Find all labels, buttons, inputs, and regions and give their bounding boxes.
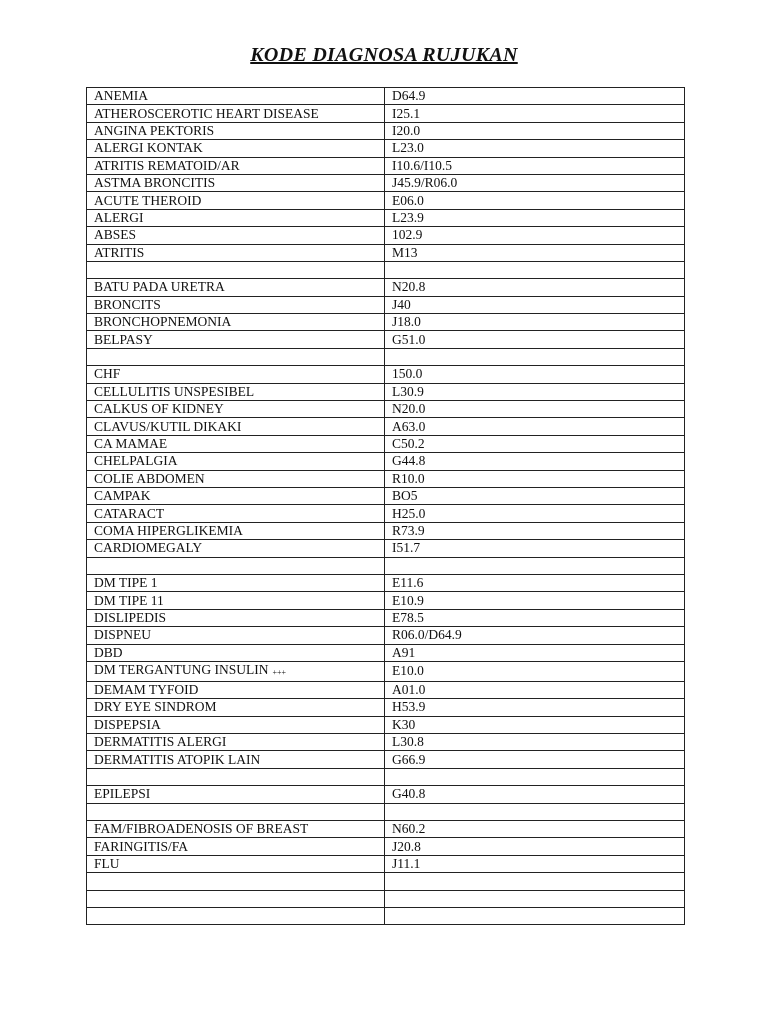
diagnosis-name-cell — [87, 470, 385, 487]
diagnosis-code: N20.0 — [392, 401, 426, 417]
diagnosis-code-cell — [385, 227, 685, 244]
diagnosis-name: COLIE ABDOMEN — [94, 470, 205, 486]
diagnosis-name-cell — [87, 821, 385, 838]
diagnosis-name: ASTMA BRONCITIS — [94, 175, 216, 191]
diagnosis-code: L23.0 — [392, 140, 424, 156]
diagnosis-name-cell — [87, 244, 385, 261]
table-row — [87, 838, 685, 855]
diagnosis-name-cell — [87, 487, 385, 504]
diagnosis-name: DERMATITIS ALERGI — [94, 734, 227, 750]
table-row — [87, 244, 685, 261]
diagnosis-code: J40 — [392, 296, 411, 312]
diagnosis-name-cell — [87, 366, 385, 383]
table-row — [87, 522, 685, 539]
diagnosis-name: CA MAMAE — [94, 436, 168, 451]
diagnosis-name-cell — [87, 838, 385, 855]
table-row — [87, 644, 685, 661]
diagnosis-name: CAMPAK — [94, 488, 151, 504]
diagnosis-name: CARDIOMEGALY — [94, 540, 203, 556]
table-row — [87, 681, 685, 698]
table-row — [87, 105, 685, 122]
diagnosis-code: 102.9 — [392, 227, 423, 243]
diagnosis-code: C50.2 — [392, 436, 425, 451]
diagnosis-code-cell — [385, 418, 685, 435]
diagnosis-code-table — [86, 87, 685, 925]
table-row — [87, 209, 685, 226]
diagnosis-code-cell — [385, 557, 685, 574]
diagnosis-code-cell — [385, 734, 685, 751]
diagnosis-name: EPILEPSI — [94, 786, 151, 802]
diagnosis-name-cell — [87, 140, 385, 157]
diagnosis-code-cell — [385, 592, 685, 609]
table-row — [87, 627, 685, 644]
table-row — [87, 540, 685, 557]
table-row — [87, 734, 685, 751]
table-row — [87, 122, 685, 139]
diagnosis-code-cell — [385, 401, 685, 418]
diagnosis-name: ATHEROSCEROTIC HEART DISEASE — [94, 105, 319, 121]
diagnosis-name: ABSES — [94, 227, 137, 243]
table-row — [87, 557, 685, 574]
diagnosis-name: FARINGITIS/FA — [94, 838, 189, 854]
diagnosis-code: G40.8 — [392, 786, 426, 802]
diagnosis-name: BRONCHOPNEMONIA — [94, 314, 232, 330]
diagnosis-name-cell — [87, 907, 385, 924]
diagnosis-code: N20.8 — [392, 279, 426, 295]
diagnosis-code: BO5 — [392, 488, 418, 504]
diagnosis-name-cell — [87, 522, 385, 539]
diagnosis-name: DISPNEU — [94, 627, 152, 643]
diagnosis-name: FLU — [94, 855, 120, 871]
diagnosis-code-cell — [385, 627, 685, 644]
diagnosis-name: CLAVUS/KUTIL DIKAKI — [94, 418, 242, 434]
diagnosis-name-cell — [87, 557, 385, 574]
diagnosis-name-cell — [87, 453, 385, 470]
table-row — [87, 331, 685, 348]
diagnosis-name-cell — [87, 401, 385, 418]
table-row — [87, 873, 685, 890]
diagnosis-name: FAM/FIBROADENOSIS OF BREAST — [94, 821, 309, 837]
diagnosis-name-cell — [87, 192, 385, 209]
table-row — [87, 157, 685, 174]
diagnosis-code-cell — [385, 122, 685, 139]
diagnosis-code-cell — [385, 505, 685, 522]
table-row — [87, 296, 685, 313]
diagnosis-name-cell — [87, 786, 385, 803]
diagnosis-name-cell — [87, 418, 385, 435]
diagnosis-name-cell — [87, 314, 385, 331]
diagnosis-code: G44.8 — [392, 453, 426, 469]
table-row — [87, 699, 685, 716]
table-body — [87, 88, 685, 925]
diagnosis-name: ALERGI — [94, 209, 144, 225]
diagnosis-name-cell — [87, 209, 385, 226]
page-title: KODE DIAGNOSA RUJUKAN — [250, 44, 518, 66]
diagnosis-name-cell — [87, 734, 385, 751]
diagnosis-name-cell — [87, 540, 385, 557]
diagnosis-name-cell — [87, 174, 385, 191]
table-row — [87, 418, 685, 435]
diagnosis-code-cell — [385, 331, 685, 348]
diagnosis-name: DRY EYE SINDROM — [94, 699, 217, 715]
diagnosis-name-cell — [87, 716, 385, 733]
diagnosis-code-cell — [385, 453, 685, 470]
diagnosis-code-cell — [385, 786, 685, 803]
diagnosis-code: N60.2 — [392, 821, 426, 837]
diagnosis-code: J20.8 — [392, 838, 421, 854]
table-row — [87, 88, 685, 105]
diagnosis-code-cell — [385, 821, 685, 838]
diagnosis-code: L23.9 — [392, 209, 424, 225]
diagnosis-code: G51.0 — [392, 331, 426, 347]
diagnosis-code-cell — [385, 383, 685, 400]
diagnosis-name: CATARACT — [94, 505, 165, 521]
diagnosis-name-cell — [87, 505, 385, 522]
diagnosis-code-cell — [385, 366, 685, 383]
diagnosis-name-cell — [87, 627, 385, 644]
diagnosis-name: DBD — [94, 644, 123, 660]
diagnosis-name: CHF — [94, 366, 121, 382]
diagnosis-code: J45.9/R06.0 — [392, 175, 458, 191]
diagnosis-code: H53.9 — [392, 699, 426, 715]
diagnosis-code: R73.9 — [392, 522, 425, 538]
diagnosis-code: E78.5 — [392, 609, 424, 625]
diagnosis-name-cell — [87, 699, 385, 716]
diagnosis-code-cell — [385, 661, 685, 681]
diagnosis-name-cell — [87, 261, 385, 278]
diagnosis-code-cell — [385, 487, 685, 504]
diagnosis-code-cell — [385, 209, 685, 226]
diagnosis-name-cell — [87, 890, 385, 907]
diagnosis-code-cell — [385, 644, 685, 661]
diagnosis-name: BELPASY — [94, 331, 153, 347]
diagnosis-name: COMA HIPERGLIKEMIA — [94, 522, 243, 538]
table-row — [87, 487, 685, 504]
diagnosis-name-cell — [87, 873, 385, 890]
diagnosis-name-cell — [87, 768, 385, 785]
table-row — [87, 348, 685, 365]
diagnosis-name-cell — [87, 751, 385, 768]
diagnosis-code-cell — [385, 88, 685, 105]
diagnosis-code-cell — [385, 855, 685, 872]
table-row — [87, 574, 685, 591]
diagnosis-code-cell — [385, 279, 685, 296]
diagnosis-code-cell — [385, 314, 685, 331]
table-row — [87, 592, 685, 609]
diagnosis-name-cell — [87, 661, 385, 681]
diagnosis-code-cell — [385, 838, 685, 855]
table-row — [87, 279, 685, 296]
table-row — [87, 803, 685, 820]
diagnosis-code: G66.9 — [392, 751, 426, 767]
diagnosis-name: CELLULITIS UNSPESIBEL — [94, 383, 255, 399]
diagnosis-code: R10.0 — [392, 470, 425, 486]
table-row — [87, 453, 685, 470]
table-row — [87, 174, 685, 191]
diagnosis-name: DM TIPE 1 — [94, 575, 158, 591]
diagnosis-name-cell — [87, 644, 385, 661]
diagnosis-code-cell — [385, 470, 685, 487]
diagnosis-code-cell — [385, 751, 685, 768]
diagnosis-name: ATRITIS — [94, 244, 145, 260]
table-row — [87, 751, 685, 768]
diagnosis-code-cell — [385, 157, 685, 174]
diagnosis-code-cell — [385, 803, 685, 820]
diagnosis-code-cell — [385, 681, 685, 698]
diagnosis-code-cell — [385, 890, 685, 907]
diagnosis-name: CHELPALGIA — [94, 453, 178, 469]
diagnosis-code-cell — [385, 716, 685, 733]
diagnosis-name: ATRITIS REMATOID/AR — [94, 157, 240, 173]
table-row — [87, 907, 685, 924]
diagnosis-code-cell — [385, 907, 685, 924]
diagnosis-name-cell — [87, 296, 385, 313]
diagnosis-code: J18.0 — [392, 314, 421, 330]
diagnosis-code-cell — [385, 699, 685, 716]
table-row — [87, 366, 685, 383]
diagnosis-name: CALKUS OF KIDNEY — [94, 401, 224, 417]
diagnosis-code: A01.0 — [392, 682, 426, 698]
diagnosis-name-cell — [87, 574, 385, 591]
diagnosis-name: DM TIPE 11 — [94, 592, 164, 608]
diagnosis-name: DISPEPSIA — [94, 716, 161, 732]
table-row — [87, 227, 685, 244]
diagnosis-code: K30 — [392, 716, 416, 732]
diagnosis-name-cell — [87, 122, 385, 139]
table-row — [87, 435, 685, 452]
diagnosis-code-cell — [385, 873, 685, 890]
diagnosis-code: D64.9 — [392, 88, 426, 104]
table-row — [87, 661, 685, 681]
diagnosis-code-cell — [385, 574, 685, 591]
diagnosis-name-cell — [87, 592, 385, 609]
table-row — [87, 470, 685, 487]
diagnosis-name: DM TERGANTUNG INSULIN — [94, 661, 269, 677]
diagnosis-name: DERMATITIS ATOPIK LAIN — [94, 751, 261, 767]
diagnosis-name: DEMAM TYFOID — [94, 682, 199, 698]
diagnosis-code: I10.6/I10.5 — [392, 157, 452, 173]
diagnosis-name: BATU PADA URETRA — [94, 279, 225, 295]
diagnosis-code-cell — [385, 522, 685, 539]
diagnosis-code: I51.7 — [392, 540, 421, 556]
diagnosis-code: R06.0/D64.9 — [392, 627, 462, 643]
diagnosis-code: I20.0 — [392, 122, 421, 138]
diagnosis-code-cell — [385, 140, 685, 157]
table-row — [87, 401, 685, 418]
table-row — [87, 821, 685, 838]
table-row — [87, 716, 685, 733]
diagnosis-code: A91 — [392, 644, 416, 660]
table-row — [87, 505, 685, 522]
diagnosis-code-cell — [385, 348, 685, 365]
diagnosis-code: L30.8 — [392, 734, 424, 750]
diagnosis-code-cell — [385, 609, 685, 626]
diagnosis-code: E11.6 — [392, 575, 424, 591]
diagnosis-name-cell — [87, 331, 385, 348]
diagnosis-name: ACUTE THEROID — [94, 192, 202, 208]
diagnosis-code-cell — [385, 296, 685, 313]
diagnosis-name-cell — [87, 681, 385, 698]
diagnosis-code-cell — [385, 192, 685, 209]
diagnosis-name: ALERGI KONTAK — [94, 140, 203, 156]
diagnosis-code-cell — [385, 261, 685, 278]
annotation-mark: +++ — [272, 667, 287, 677]
diagnosis-code-cell — [385, 244, 685, 261]
diagnosis-code-cell — [385, 435, 685, 452]
diagnosis-name-cell — [87, 105, 385, 122]
table-row — [87, 890, 685, 907]
diagnosis-name-cell — [87, 803, 385, 820]
diagnosis-code: H25.0 — [392, 505, 426, 521]
diagnosis-code-cell — [385, 540, 685, 557]
table-row — [87, 768, 685, 785]
diagnosis-code: L30.9 — [392, 383, 424, 399]
diagnosis-code: M13 — [392, 244, 418, 260]
diagnosis-code: E10.9 — [392, 592, 424, 608]
table-row — [87, 192, 685, 209]
table-row — [87, 383, 685, 400]
diagnosis-name-cell — [87, 348, 385, 365]
diagnosis-name: BRONCITS — [94, 296, 161, 312]
diagnosis-code: I25.1 — [392, 105, 421, 121]
table-row — [87, 609, 685, 626]
diagnosis-name: DISLIPEDIS — [94, 609, 167, 625]
diagnosis-name-cell — [87, 157, 385, 174]
diagnosis-name-cell — [87, 435, 385, 452]
table-row — [87, 786, 685, 803]
table-row — [87, 261, 685, 278]
diagnosis-name-cell — [87, 855, 385, 872]
table-row — [87, 140, 685, 157]
diagnosis-code: 150.0 — [392, 366, 423, 382]
table-row — [87, 314, 685, 331]
table-row — [87, 855, 685, 872]
diagnosis-code: J11.1 — [392, 855, 421, 871]
diagnosis-code-cell — [385, 105, 685, 122]
diagnosis-code: E10.0 — [392, 663, 424, 679]
diagnosis-name: ANGINA PEKTORIS — [94, 122, 215, 138]
diagnosis-code: A63.0 — [392, 418, 426, 434]
diagnosis-name-cell — [87, 279, 385, 296]
diagnosis-name-cell — [87, 88, 385, 105]
diagnosis-name-cell — [87, 383, 385, 400]
diagnosis-code-cell — [385, 768, 685, 785]
diagnosis-code-cell — [385, 174, 685, 191]
diagnosis-name: ANEMIA — [94, 88, 148, 104]
diagnosis-name-cell — [87, 227, 385, 244]
diagnosis-code: E06.0 — [392, 192, 424, 208]
diagnosis-name-cell — [87, 609, 385, 626]
